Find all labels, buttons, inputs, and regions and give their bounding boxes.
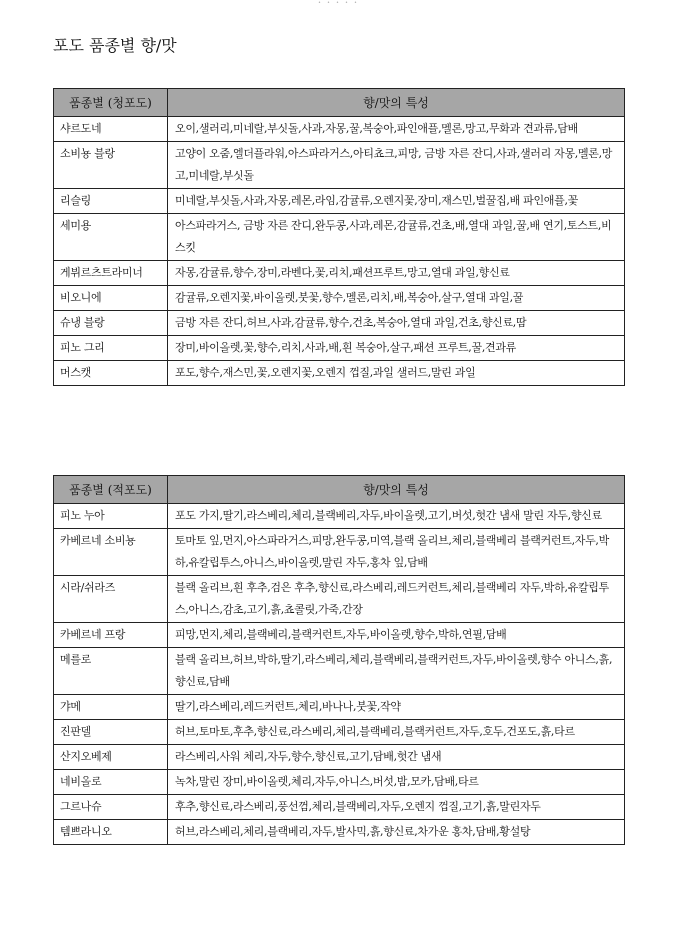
notes-cell: 블랙 올리브,허브,박하,딸기,라스베리,체리,블랙베리,블랙커런트,자두,바이올렛,향수 아니스,흙,향신료,담배 (168, 648, 625, 695)
table-row (54, 648, 625, 695)
notes-cell: 블랙 올리브,흰 후추,검은 후추,향신료,라스베리,레드커런트,체리,블랙베리 자두,박하,유칼립투스,아니스,감초,고기,흙,쵸콜릿,가죽,간장 (168, 576, 625, 623)
variety-cell: 리슬링 (54, 189, 168, 214)
header-notes: 향/맛의 특성 (168, 89, 625, 117)
table-row (54, 529, 625, 576)
notes-cell: 감귤류,오렌지꽃,바이올렛,붓꽃,향수,멜론,리치,배,복숭아,살구,열대 과일,꿀 (168, 286, 625, 311)
variety-cell: 템쁘라니오 (54, 820, 168, 845)
notes-cell: 고양이 오줌,엘더플라워,아스파라거스,아티쵸크,피망, 금방 자른 잔디,사과,샐러리 자몽,멜론,망고,미네랄,부싯돌 (168, 142, 625, 189)
white-grape-table (53, 88, 625, 386)
notes-cell: 금방 자른 잔디,허브,사과,감귤류,향수,건초,복숭아,열대 과일,건초,향신료,땀 (168, 311, 625, 336)
notes-cell: 미네랄,부싯돌,사과,자몽,레몬,라임,감귤류,오렌지꽃,장미,재스민,벌꿀집,배 파인애플,꽃 (168, 189, 625, 214)
page-top-mark: · · · · · (317, 0, 359, 9)
variety-cell: 피노 누아 (54, 504, 168, 529)
notes-cell: 피망,먼지,체리,블랙베리,블랙커런트,자두,바이올렛,향수,박하,연필,담배 (168, 623, 625, 648)
variety-cell: 메를로 (54, 648, 168, 695)
table-row (54, 361, 625, 386)
table-row (54, 820, 625, 845)
notes-cell: 허브,토마토,후추,향신료,라스베리,체리,블랙베리,블랙커런트,자두,호두,건포도,흙,타르 (168, 720, 625, 745)
notes-cell: 후추,향신료,라스베리,풍선껌,체리,블랙베리,자두,오렌지 껍질,고기,흙,말린자두 (168, 795, 625, 820)
table-row (54, 142, 625, 189)
notes-cell: 포도,향수,재스민,꽃,오렌지꽃,오렌지 껍질,과일 샐러드,말린 과일 (168, 361, 625, 386)
notes-cell: 녹차,말린 장미,바이올렛,체리,자두,아니스,버섯,밤,모카,담배,타르 (168, 770, 625, 795)
variety-cell: 카베르네 소비뇽 (54, 529, 168, 576)
notes-cell: 허브,라스베리,체리,블랙베리,자두,발사믹,흙,향신료,차가운 홍차,담배,황설탕 (168, 820, 625, 845)
header-variety: 품종별 (적포도) (54, 476, 168, 504)
variety-cell: 비오니에 (54, 286, 168, 311)
variety-cell: 머스캣 (54, 361, 168, 386)
variety-cell: 피노 그리 (54, 336, 168, 361)
header-variety: 품종별 (청포도) (54, 89, 168, 117)
red-grape-table-body (54, 504, 625, 845)
variety-cell: 세미용 (54, 214, 168, 261)
notes-cell: 딸기,라스베리,레드커런트,체리,바나나,붓꽃,작약 (168, 695, 625, 720)
table-header-row (54, 476, 625, 504)
table-row (54, 576, 625, 623)
variety-cell: 게뷔르츠트라미너 (54, 261, 168, 286)
header-notes: 향/맛의 특성 (168, 476, 625, 504)
table-row (54, 214, 625, 261)
page-title: 포도 품종별 향/맛 (53, 36, 177, 55)
variety-cell: 슈냉 블랑 (54, 311, 168, 336)
table-row (54, 770, 625, 795)
notes-cell: 아스파라거스, 금방 자른 잔디,완두콩,사과,레몬,감귤류,건초,배,열대 과일,꿀,배 연기,토스트,비스킷 (168, 214, 625, 261)
table-row (54, 720, 625, 745)
table-row (54, 623, 625, 648)
table-row (54, 311, 625, 336)
variety-cell: 소비뇽 블랑 (54, 142, 168, 189)
table-row (54, 695, 625, 720)
table-row (54, 286, 625, 311)
notes-cell: 오이,샐러리,미네랄,부싯돌,사과,자몽,꿀,복숭아,파인애플,멜론,망고,무화과 견과류,담배 (168, 117, 625, 142)
notes-cell: 자몽,감귤류,향수,장미,라벤다,꽃,리치,패션프루트,망고,열대 과일,향신료 (168, 261, 625, 286)
variety-cell: 샤르도네 (54, 117, 168, 142)
notes-cell: 포도 가지,딸기,라스베리,체리,블랙베리,자두,바이올렛,고기,버섯,헛간 냄새 말린 자두,향신료 (168, 504, 625, 529)
notes-cell: 라스베리,사워 체리,자두,향수,향신료,고기,담배,헛간 냄새 (168, 745, 625, 770)
table-row (54, 745, 625, 770)
notes-cell: 토마토 잎,먼지,아스파라거스,피망,완두콩,미역,블랙 올리브,체리,블랙베리 블랙커런트,자두,박하,유칼립투스,아니스,바이올렛,말린 자두,홍차 잎,담배 (168, 529, 625, 576)
table-header-row (54, 89, 625, 117)
variety-cell: 카베르네 프랑 (54, 623, 168, 648)
variety-cell: 네비올로 (54, 770, 168, 795)
variety-cell: 시라/쉬라즈 (54, 576, 168, 623)
variety-cell: 진판델 (54, 720, 168, 745)
variety-cell: 산지오베제 (54, 745, 168, 770)
variety-cell: 그르나슈 (54, 795, 168, 820)
table-row (54, 189, 625, 214)
table-row (54, 504, 625, 529)
table-row (54, 261, 625, 286)
table-row (54, 795, 625, 820)
table-row (54, 336, 625, 361)
red-grape-table (53, 475, 625, 845)
variety-cell: 갸메 (54, 695, 168, 720)
notes-cell: 장미,바이올렛,꽃,향수,리치,사과,배,흰 복숭아,살구,패션 프루트,꿀,견과류 (168, 336, 625, 361)
table-row (54, 117, 625, 142)
white-grape-table-body (54, 117, 625, 386)
